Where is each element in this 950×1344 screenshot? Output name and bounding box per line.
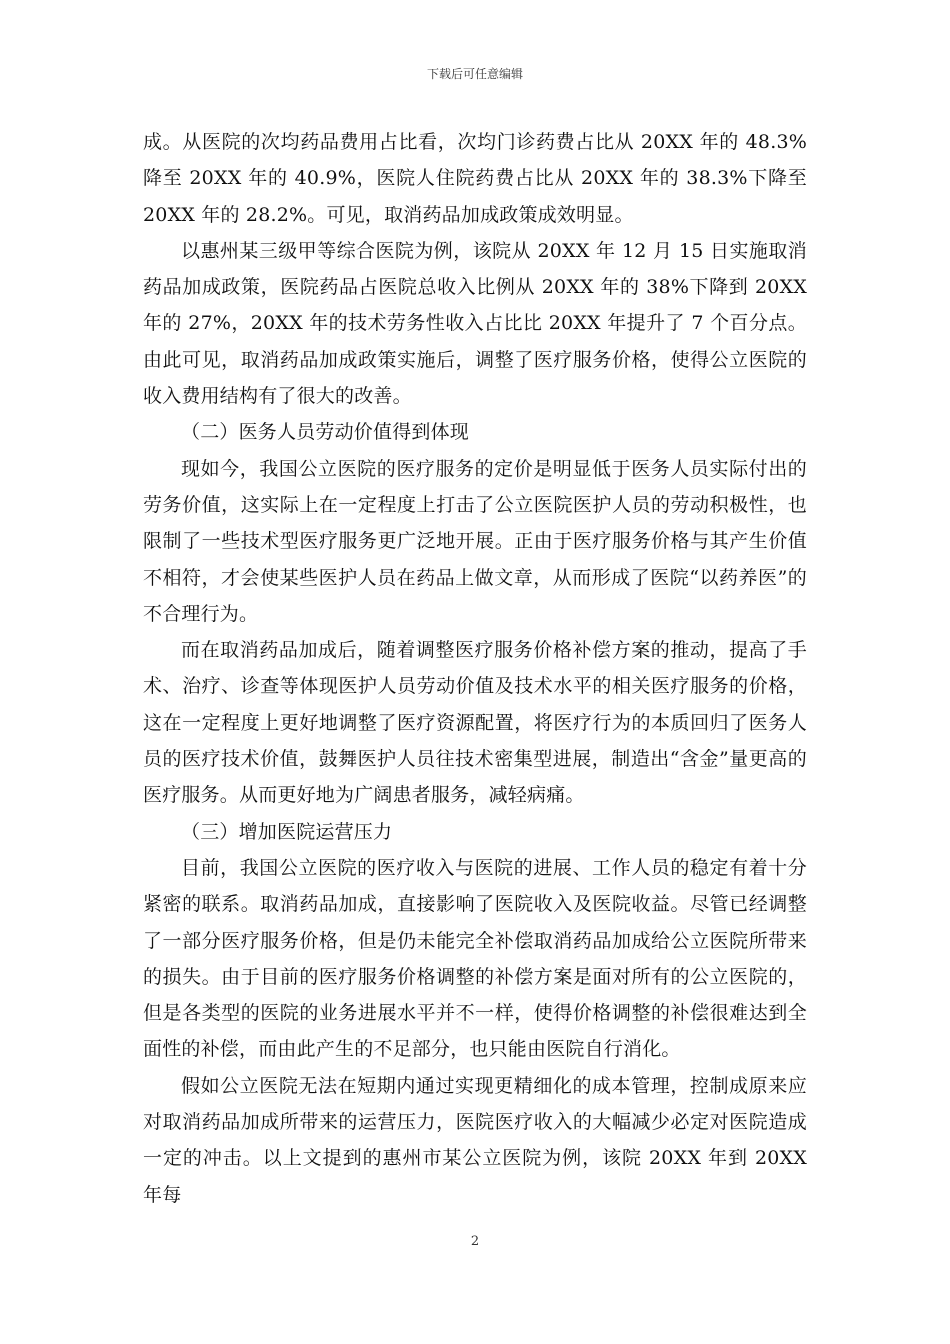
paragraph: 而在取消药品加成后，随着调整医疗服务价格补偿方案的推动，提高了手术、治疗、诊查等体现医护人员劳动价值及技术水平的相关医疗服务的价格，这在一定程度上更好地调整了医疗资源配置，将医疗行为的本质回归了医务人员的医疗技术价值，鼓舞医护人员往技术密集型进展，制造出“含金”量更高的医疗服务。从而更好地为广阔患者服务，减轻病痛。 — [143, 639, 807, 807]
body-text — [143, 124, 807, 1213]
section-heading: （二）医务人员劳动价值得到体现 — [181, 421, 470, 444]
paragraph: 现如今，我国公立医院的医疗服务的定价是明显低于医务人员实际付出的劳务价值，这实际上在一定程度上打击了公立医院医护人员的劳动积极性，也限制了一些技术型医疗服务更广泛地开展。正由于医疗服务价格与其产生价值不相符，才会使某些医护人员在药品上做文章，从而形成了医院“以药养医”的不合理行为。 — [143, 457, 807, 625]
section-heading: （三）增加医院运营压力 — [181, 820, 393, 843]
paragraph-continuation: 成。从医院的次均药品费用占比看，次均门诊药费占比从 20XX 年的 48.3%降至 20XX 年的 40.9%，医院人住院药费占比从 20XX 年的 38.3%下降至 20XX 年的 28.2%。可见，取消药品加成政策成效明显。 — [143, 131, 807, 226]
page-header: 下载后可任意编辑 — [426, 67, 523, 81]
paragraph: 目前，我国公立医院的医疗收入与医院的进展、工作人员的稳定有着十分紧密的联系。取消药品加成，直接影响了医院收入及医院收益。尽管已经调整了一部分医疗服务价格，但是仍未能完全补偿取消药品加成给公立医院所带来的损失。由于目前的医疗服务价格调整的补偿方案是面对所有的公立医院的，但是各类型的医院的业务进展水平并不一样，使得价格调整的补偿很难达到全面性的补偿，而由此产生的不足部分，也只能由医院自行消化。 — [143, 856, 807, 1061]
paragraph: 以惠州某三级甲等综合医院为例，该院从 20XX 年 12 月 15 日实施取消药品加成政策，医院药品占医院总收入比例从 20XX 年的 38%下降到 20XX 年的 27%，20XX 年的技术劳务性收入占比比 20XX 年提升了 7 个百分点。由此可见，取消药品加成政策实施后，调整了医疗服务价格，使得公立医院的收入费用结构有了很大的改善。 — [143, 239, 807, 408]
page-number: 2 — [470, 1234, 480, 1249]
paragraph: 假如公立医院无法在短期内通过实现更精细化的成本管理，控制成原来应对取消药品加成所带来的运营压力，医院医疗收入的大幅减少必定对医院造成一定的冲击。以上文提到的惠州市某公立医院为例，该院 20XX 年到 20XX 年每 — [143, 1074, 807, 1206]
